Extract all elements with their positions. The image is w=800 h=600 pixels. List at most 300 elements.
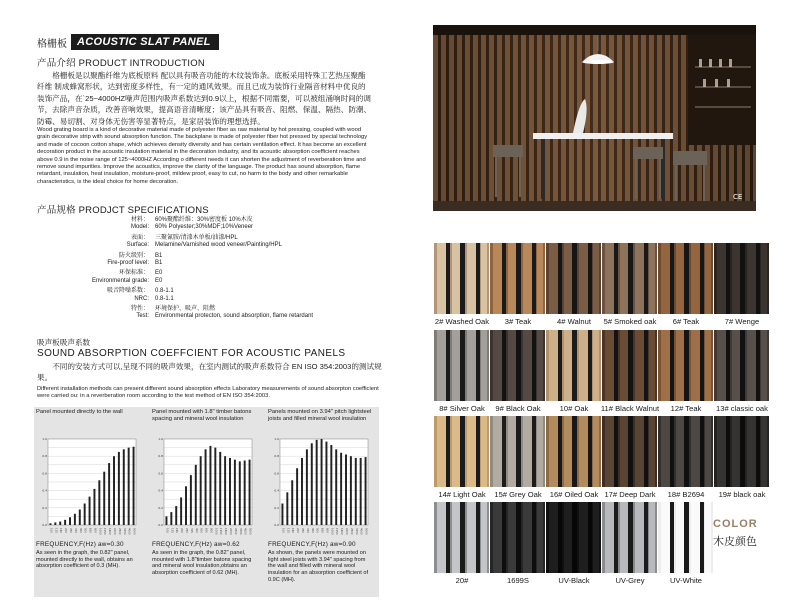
- swatch-slats: [434, 502, 489, 573]
- swatch-slat: [537, 416, 543, 487]
- swatch-gap: [588, 502, 592, 573]
- color-title: COLOR: [713, 518, 758, 530]
- chart-tick-label: 100: [49, 528, 53, 533]
- panel-1-head: Panel mounted directly to the wall: [36, 409, 123, 415]
- spec-row: [37, 217, 367, 232]
- swatch-slat: [564, 330, 572, 401]
- sound-cn-paragraph: 不同的安装方式可以,呈现不同的吸声效果，在室内测试的吸声系数符合 EN ISO 354:2003的测试规果。: [37, 362, 382, 382]
- swatch-slat: [493, 243, 502, 314]
- swatch-slat: [705, 502, 711, 573]
- spec-title: 产品规格 PRODJCT SPECIFICATIONS: [37, 205, 209, 216]
- swatch-slat: [564, 416, 572, 487]
- spec-label-en: Surface:: [126, 242, 149, 249]
- chart-tick-label: 500: [315, 528, 319, 533]
- chart-tick-label: 1250: [335, 528, 339, 535]
- spec-value-cn: E0: [155, 270, 163, 277]
- swatch-slat: [732, 243, 740, 314]
- panel-1-chart-svg: [38, 435, 138, 539]
- swatch-slat: [705, 330, 711, 401]
- swatch-gap: [756, 330, 760, 401]
- chart-tick-label: 1000: [330, 528, 334, 535]
- swatch-slat: [649, 243, 655, 314]
- swatch-gap: [614, 502, 618, 573]
- swatch-gap: [700, 502, 704, 573]
- swatch-gap: [476, 243, 480, 314]
- chart-bar: [190, 475, 192, 525]
- swatch-gap: [460, 330, 465, 401]
- chart-tick-label: 100: [281, 528, 285, 533]
- chart-bar: [118, 452, 120, 525]
- swatch-label: 1699S: [507, 576, 529, 585]
- spec-label-en: Environmental grade:: [91, 277, 149, 284]
- chart-bar: [128, 448, 130, 525]
- swatch-label: 18# B2694: [667, 490, 705, 499]
- chart-tick-label: 630: [320, 528, 324, 533]
- swatch-slat: [493, 416, 502, 487]
- swatch-slat: [579, 330, 588, 401]
- swatch-slat: [481, 502, 487, 573]
- swatch-slat: [747, 330, 756, 401]
- swatch-slat: [508, 243, 516, 314]
- chart-y-tick: 0.2: [274, 505, 279, 510]
- chart-tick-label: 3150: [354, 528, 358, 535]
- brand-cn: 格栅板: [37, 38, 67, 50]
- color-swatch: [434, 502, 489, 573]
- swatch-slat: [523, 330, 532, 401]
- swatch-gap: [614, 330, 618, 401]
- chart-bar: [185, 486, 187, 525]
- swatch-slat: [635, 502, 644, 573]
- spec-table: [37, 217, 367, 324]
- chart-tick-label: 800: [209, 528, 213, 533]
- swatch-label: UV-Grey: [615, 576, 645, 585]
- swatch-gap: [446, 243, 450, 314]
- intro-title: 产品介绍 PRODUCT INTRODUCTION: [37, 58, 205, 69]
- chart-y-tick: 0.6: [158, 471, 163, 476]
- spec-value-en: 60% Polyester;30%MDF;10%Veneer: [155, 224, 254, 231]
- swatch-slat: [452, 330, 460, 401]
- swatch-slat: [717, 243, 726, 314]
- swatch-slats: [546, 243, 601, 314]
- swatch-label: 16# Oiled Oak: [549, 490, 599, 499]
- chart-tick-label: 800: [325, 528, 329, 533]
- chart-tick-label: 200: [180, 528, 184, 533]
- swatch-slat: [579, 502, 588, 573]
- color-cn: 木皮颜色: [713, 536, 757, 548]
- swatch-gap: [532, 416, 536, 487]
- swatch-gap: [532, 243, 536, 314]
- spec-value-en: Environmental protecton, sound absorption, flame retardant: [155, 313, 314, 320]
- color-swatch: [434, 416, 489, 487]
- spec-value-cn: B1: [155, 252, 163, 259]
- chart-tick-label: 250: [69, 528, 72, 533]
- swatch-gap: [558, 416, 562, 487]
- swatch-slat: [676, 502, 684, 573]
- chart-tick-label: 315: [305, 528, 309, 533]
- brand-tag: ACOUSTIC SLAT PANEL: [71, 34, 219, 50]
- swatch-label: 11# Black Walnut: [600, 404, 660, 413]
- color-swatch: [714, 416, 769, 487]
- swatch-slat: [437, 243, 446, 314]
- chart-tick-label: 800: [93, 528, 97, 533]
- swatch-slat: [761, 416, 767, 487]
- panel-1-chart: [38, 435, 138, 539]
- swatch-gap: [628, 502, 633, 573]
- swatch-gap: [476, 416, 480, 487]
- interior-photo: [433, 25, 756, 211]
- swatch-slats: [490, 243, 545, 314]
- chart-bar: [311, 443, 313, 525]
- swatch-slat: [593, 243, 599, 314]
- chart-bar: [175, 506, 177, 525]
- chart-bar: [360, 458, 362, 525]
- spec-label: [37, 306, 155, 321]
- chart-bar: [59, 522, 61, 525]
- chart-bar: [205, 449, 207, 525]
- swatch-slat: [649, 502, 655, 573]
- swatch-slats: [602, 502, 657, 573]
- sound-cn-heading: 吸声板吸声系数: [37, 338, 91, 347]
- swatch-slat: [732, 330, 740, 401]
- swatch-gap: [614, 243, 618, 314]
- chart-tick-label: 160: [59, 528, 63, 533]
- swatch-gap: [670, 502, 674, 573]
- spec-value-cn: 60%聚酯纤维：30%密度板 10%木皮: [155, 217, 253, 223]
- color-swatch: [658, 502, 713, 573]
- intro-cn-paragraph: 格栅板是以聚酯纤维为底板原料 配以具有吸音功能的木纹装饰条。底板采用特殊工艺热压聚酯纤维 制成蜂窝形状，达到密度多样性，有一定的通风效果。而且已成为装饰行业隔音材料中优良的装饰产品，在`25~4000HZ噪声范围内吸声系数达到0.9以上，根据不同需要，可以被组涌响时间的调节，去除声音杂质，改善音响效果，提高语音清晰度；该产品具有吸音、阻燃、保温、隔热、防潮、防霉、易切割、对身体无伤害等显著特点，是家居装饰的理想选择。: [37, 71, 372, 126]
- swatch-gap: [588, 330, 592, 401]
- swatch-slat: [593, 416, 599, 487]
- chart-tick-label: 2500: [117, 528, 121, 535]
- chart-bar: [200, 456, 202, 525]
- swatch-slat: [593, 502, 599, 573]
- chart-tick-label: 125: [54, 528, 58, 533]
- chart-bar: [234, 460, 236, 525]
- spec-label: [37, 270, 155, 285]
- swatch-gap: [700, 416, 704, 487]
- chart-tick-label: 200: [64, 528, 68, 533]
- interior-photo-image: [433, 25, 756, 211]
- chart-bar: [335, 449, 337, 525]
- swatch-slat: [676, 330, 684, 401]
- swatch-slat: [605, 502, 614, 573]
- swatch-slats: [658, 330, 713, 401]
- swatch-gap: [670, 416, 674, 487]
- chart-tick-label: 1000: [214, 528, 218, 535]
- swatch-gap: [644, 502, 648, 573]
- swatch-slat: [523, 243, 532, 314]
- chart-y-tick: 0.8: [42, 454, 47, 459]
- swatch-slat: [537, 330, 543, 401]
- spec-label-cn: 防火级别：: [118, 252, 149, 259]
- swatch-slats: [546, 416, 601, 487]
- swatch-gap: [684, 502, 689, 573]
- panel-1-freq: FREQUENCY,F(Hz) aw=0.30: [36, 541, 124, 548]
- swatch-slat: [705, 416, 711, 487]
- spec-label-cn: 吸音降噪系数：: [106, 288, 149, 295]
- color-swatch: [434, 330, 489, 401]
- swatch-slat: [437, 330, 446, 401]
- swatch-gap: [532, 330, 536, 401]
- swatch-gap: [558, 243, 562, 314]
- swatch-slats: [658, 243, 713, 314]
- spec-value-cn: 环境保护、吸声、阻燃: [155, 306, 216, 313]
- chart-bar: [306, 449, 308, 525]
- chart-y-tick: 1.0: [158, 437, 163, 441]
- chart-y-tick: 0.6: [274, 471, 279, 476]
- swatch-label: 13# classic oak: [716, 404, 768, 413]
- panel-3-head: Panels mounted on 3.94" pitch lightsteel joists and filled mineral wool insulation: [268, 409, 372, 422]
- swatch-gap: [476, 502, 480, 573]
- swatch-gap: [516, 243, 521, 314]
- swatch-slat: [508, 502, 516, 573]
- color-swatch: [714, 330, 769, 401]
- chart-tick-label: 4000: [127, 528, 131, 535]
- swatch-slat: [549, 243, 558, 314]
- panel-3-chart: [270, 435, 370, 539]
- swatch-slats: [714, 416, 769, 487]
- swatch-gap: [628, 416, 633, 487]
- swatch-gap: [588, 416, 592, 487]
- chart-tick-label: 2500: [349, 528, 353, 535]
- chart-tick-label: 400: [310, 528, 314, 533]
- chart-bar: [195, 465, 197, 525]
- spec-label-cn: 材料：: [130, 217, 149, 223]
- swatch-label: 20#: [455, 576, 469, 585]
- swatch-slat: [549, 416, 558, 487]
- swatch-gap: [476, 330, 480, 401]
- spec-row: [37, 235, 367, 250]
- panel-1: [34, 407, 144, 597]
- swatch-slats: [658, 416, 713, 487]
- spec-label: [37, 288, 155, 303]
- panel-3-freq: FREQUENCY,F(Hz) aw=0.90: [268, 541, 356, 548]
- spec-value: [155, 253, 367, 268]
- chart-tick-label: 2000: [113, 528, 116, 535]
- swatch-label: 5# Smoked oak: [603, 317, 657, 326]
- chart-y-tick: 0.2: [158, 505, 163, 510]
- color-swatch: [490, 502, 545, 573]
- color-swatch: [490, 416, 545, 487]
- swatch-slats: [602, 243, 657, 314]
- color-swatch: [658, 243, 713, 314]
- swatch-gap: [502, 502, 506, 573]
- swatch-slat: [649, 330, 655, 401]
- swatch-gap: [588, 243, 592, 314]
- chart-bar: [219, 452, 221, 525]
- chart-bar: [133, 447, 135, 525]
- chart-bar: [84, 504, 86, 526]
- chart-bar: [108, 463, 110, 525]
- swatch-slat: [620, 502, 628, 573]
- chart-y-tick: 0.2: [42, 505, 47, 510]
- swatch-slat: [467, 416, 476, 487]
- swatch-slat: [452, 243, 460, 314]
- color-swatch: [434, 243, 489, 314]
- panel-2-note: As seen in the graph, the 0.82" panel, mounted with 1.8"timber batons spacing and mineral wool insulation,obtains an absorption coefficient of 0.62 (MH).: [152, 550, 252, 577]
- swatch-slat: [537, 243, 543, 314]
- swatch-slat: [437, 416, 446, 487]
- swatch-gap: [670, 330, 674, 401]
- swatch-slat: [605, 243, 614, 314]
- swatch-gap: [726, 416, 730, 487]
- swatch-slats: [546, 330, 601, 401]
- swatch-gap: [684, 416, 689, 487]
- swatch-gap: [644, 416, 648, 487]
- chart-tick-label: 160: [175, 528, 179, 533]
- panel-2-head: Panel mounted with 1.8" timber batons spacing and mineral wool insulation: [152, 409, 252, 422]
- chart-bar: [165, 516, 167, 525]
- panel-3-chart-svg: [270, 435, 370, 539]
- swatch-slat: [676, 416, 684, 487]
- swatch-slat: [537, 502, 543, 573]
- chart-bar: [49, 523, 51, 525]
- chart-tick-label: 1600: [224, 528, 228, 535]
- color-swatch: [546, 330, 601, 401]
- chart-tick-label: 630: [88, 528, 92, 533]
- swatch-slat: [717, 330, 726, 401]
- swatch-slat: [593, 330, 599, 401]
- sound-title: SOUND ABSORPTION COEFFCIENT FOR ACOUSTIC PANELS: [37, 348, 346, 359]
- chart-tick-label: 500: [83, 528, 87, 533]
- chart-y-tick: 1.0: [42, 437, 47, 441]
- panel-2-chart-svg: [154, 435, 254, 539]
- panel-2-chart: [154, 435, 254, 539]
- chart-bar: [355, 458, 357, 525]
- chart-bar: [89, 497, 91, 525]
- chart-bar: [330, 445, 332, 525]
- swatch-slat: [549, 502, 558, 573]
- spec-value-cn: 三聚氰胺/清漆木单板/油漆/HPL: [155, 234, 238, 241]
- color-swatch: [490, 330, 545, 401]
- swatch-label: UV-White: [669, 576, 703, 585]
- chart-tick-label: 2000: [229, 528, 232, 535]
- swatch-gap: [726, 330, 730, 401]
- color-swatch: [546, 502, 601, 573]
- swatch-gap: [628, 330, 633, 401]
- chart-bar: [345, 454, 347, 525]
- chart-bar: [340, 453, 342, 525]
- chart-bar: [209, 446, 211, 525]
- chart-tick-label: 160: [291, 528, 295, 533]
- chart-tick-label: 250: [185, 528, 188, 533]
- swatch-slat: [467, 243, 476, 314]
- chart-tick-label: 4000: [359, 528, 363, 535]
- swatch-label: 19# black oak: [718, 490, 766, 499]
- chart-bar: [64, 520, 66, 525]
- swatch-gap: [558, 330, 562, 401]
- spec-value-en: E0: [155, 277, 163, 284]
- swatch-gap: [572, 416, 577, 487]
- chart-bar: [325, 442, 327, 525]
- spec-label: [37, 235, 155, 250]
- swatch-slat: [661, 416, 670, 487]
- chart-bar: [113, 456, 115, 525]
- spec-row: [37, 306, 367, 321]
- absorption-panels: [34, 407, 379, 597]
- chart-tick-label: 200: [296, 528, 300, 533]
- swatch-slat: [620, 243, 628, 314]
- chart-bar: [229, 458, 231, 525]
- chart-tick-label: 1600: [340, 528, 344, 535]
- spec-value: [155, 306, 367, 321]
- panel-2: [150, 407, 260, 597]
- swatch-slat: [691, 243, 700, 314]
- chart-bar: [281, 504, 283, 526]
- swatch-gap: [756, 243, 760, 314]
- swatch-slats: [602, 330, 657, 401]
- chart-bar: [365, 457, 367, 525]
- swatch-slat: [661, 330, 670, 401]
- chart-bar: [98, 480, 100, 525]
- swatch-slat: [635, 330, 644, 401]
- swatch-gap: [670, 243, 674, 314]
- chart-y-tick: 0.0: [42, 523, 47, 527]
- color-swatch: [490, 243, 545, 314]
- swatch-gap: [726, 243, 730, 314]
- chart-bar: [170, 512, 172, 525]
- swatch-slat: [717, 416, 726, 487]
- swatch-gap: [700, 330, 704, 401]
- chart-tick-label: 1250: [219, 528, 223, 535]
- swatch-gap: [756, 416, 760, 487]
- chart-tick-label: 315: [73, 528, 77, 533]
- swatch-slats: [434, 243, 489, 314]
- chart-tick-label: 125: [286, 528, 290, 533]
- spec-row: [37, 270, 367, 285]
- swatch-slat: [635, 416, 644, 487]
- chart-bar: [180, 497, 182, 525]
- panel-3: [266, 407, 376, 597]
- swatch-gap: [516, 330, 521, 401]
- chart-tick-label: 3150: [122, 528, 126, 535]
- swatch-slat: [661, 502, 670, 573]
- color-swatch: [546, 243, 601, 314]
- chart-tick-label: 1250: [103, 528, 107, 535]
- swatch-gap: [460, 502, 465, 573]
- swatch-gap: [558, 502, 562, 573]
- chart-tick-label: 3150: [238, 528, 242, 535]
- svg-text:CE: CE: [733, 193, 743, 201]
- swatch-gap: [684, 243, 689, 314]
- spec-value: [155, 217, 367, 232]
- chart-bar: [321, 439, 323, 525]
- swatch-slat: [493, 502, 502, 573]
- color-swatch: [658, 330, 713, 401]
- swatch-slats: [602, 416, 657, 487]
- chart-bar: [249, 460, 251, 525]
- swatch-label: 9# Black Oak: [495, 404, 541, 413]
- swatch-slat: [564, 243, 572, 314]
- spec-label-en: Fire-proof level:: [107, 260, 149, 267]
- swatch-label: UV-Black: [558, 576, 590, 585]
- swatch-slat: [579, 416, 588, 487]
- chart-bar: [316, 440, 318, 525]
- chart-bar: [214, 448, 216, 525]
- swatch-slat: [747, 243, 756, 314]
- swatch-gap: [644, 330, 648, 401]
- chart-bar: [286, 492, 288, 525]
- spec-value: [155, 288, 367, 303]
- swatch-label: 2# Washed Oak: [434, 317, 490, 326]
- spec-value: [155, 270, 367, 285]
- chart-tick-label: 100: [165, 528, 169, 533]
- swatch-gap: [572, 330, 577, 401]
- spec-row: [37, 253, 367, 268]
- swatch-gap: [446, 330, 450, 401]
- chart-y-tick: 0.6: [42, 471, 47, 476]
- swatch-slat: [493, 330, 502, 401]
